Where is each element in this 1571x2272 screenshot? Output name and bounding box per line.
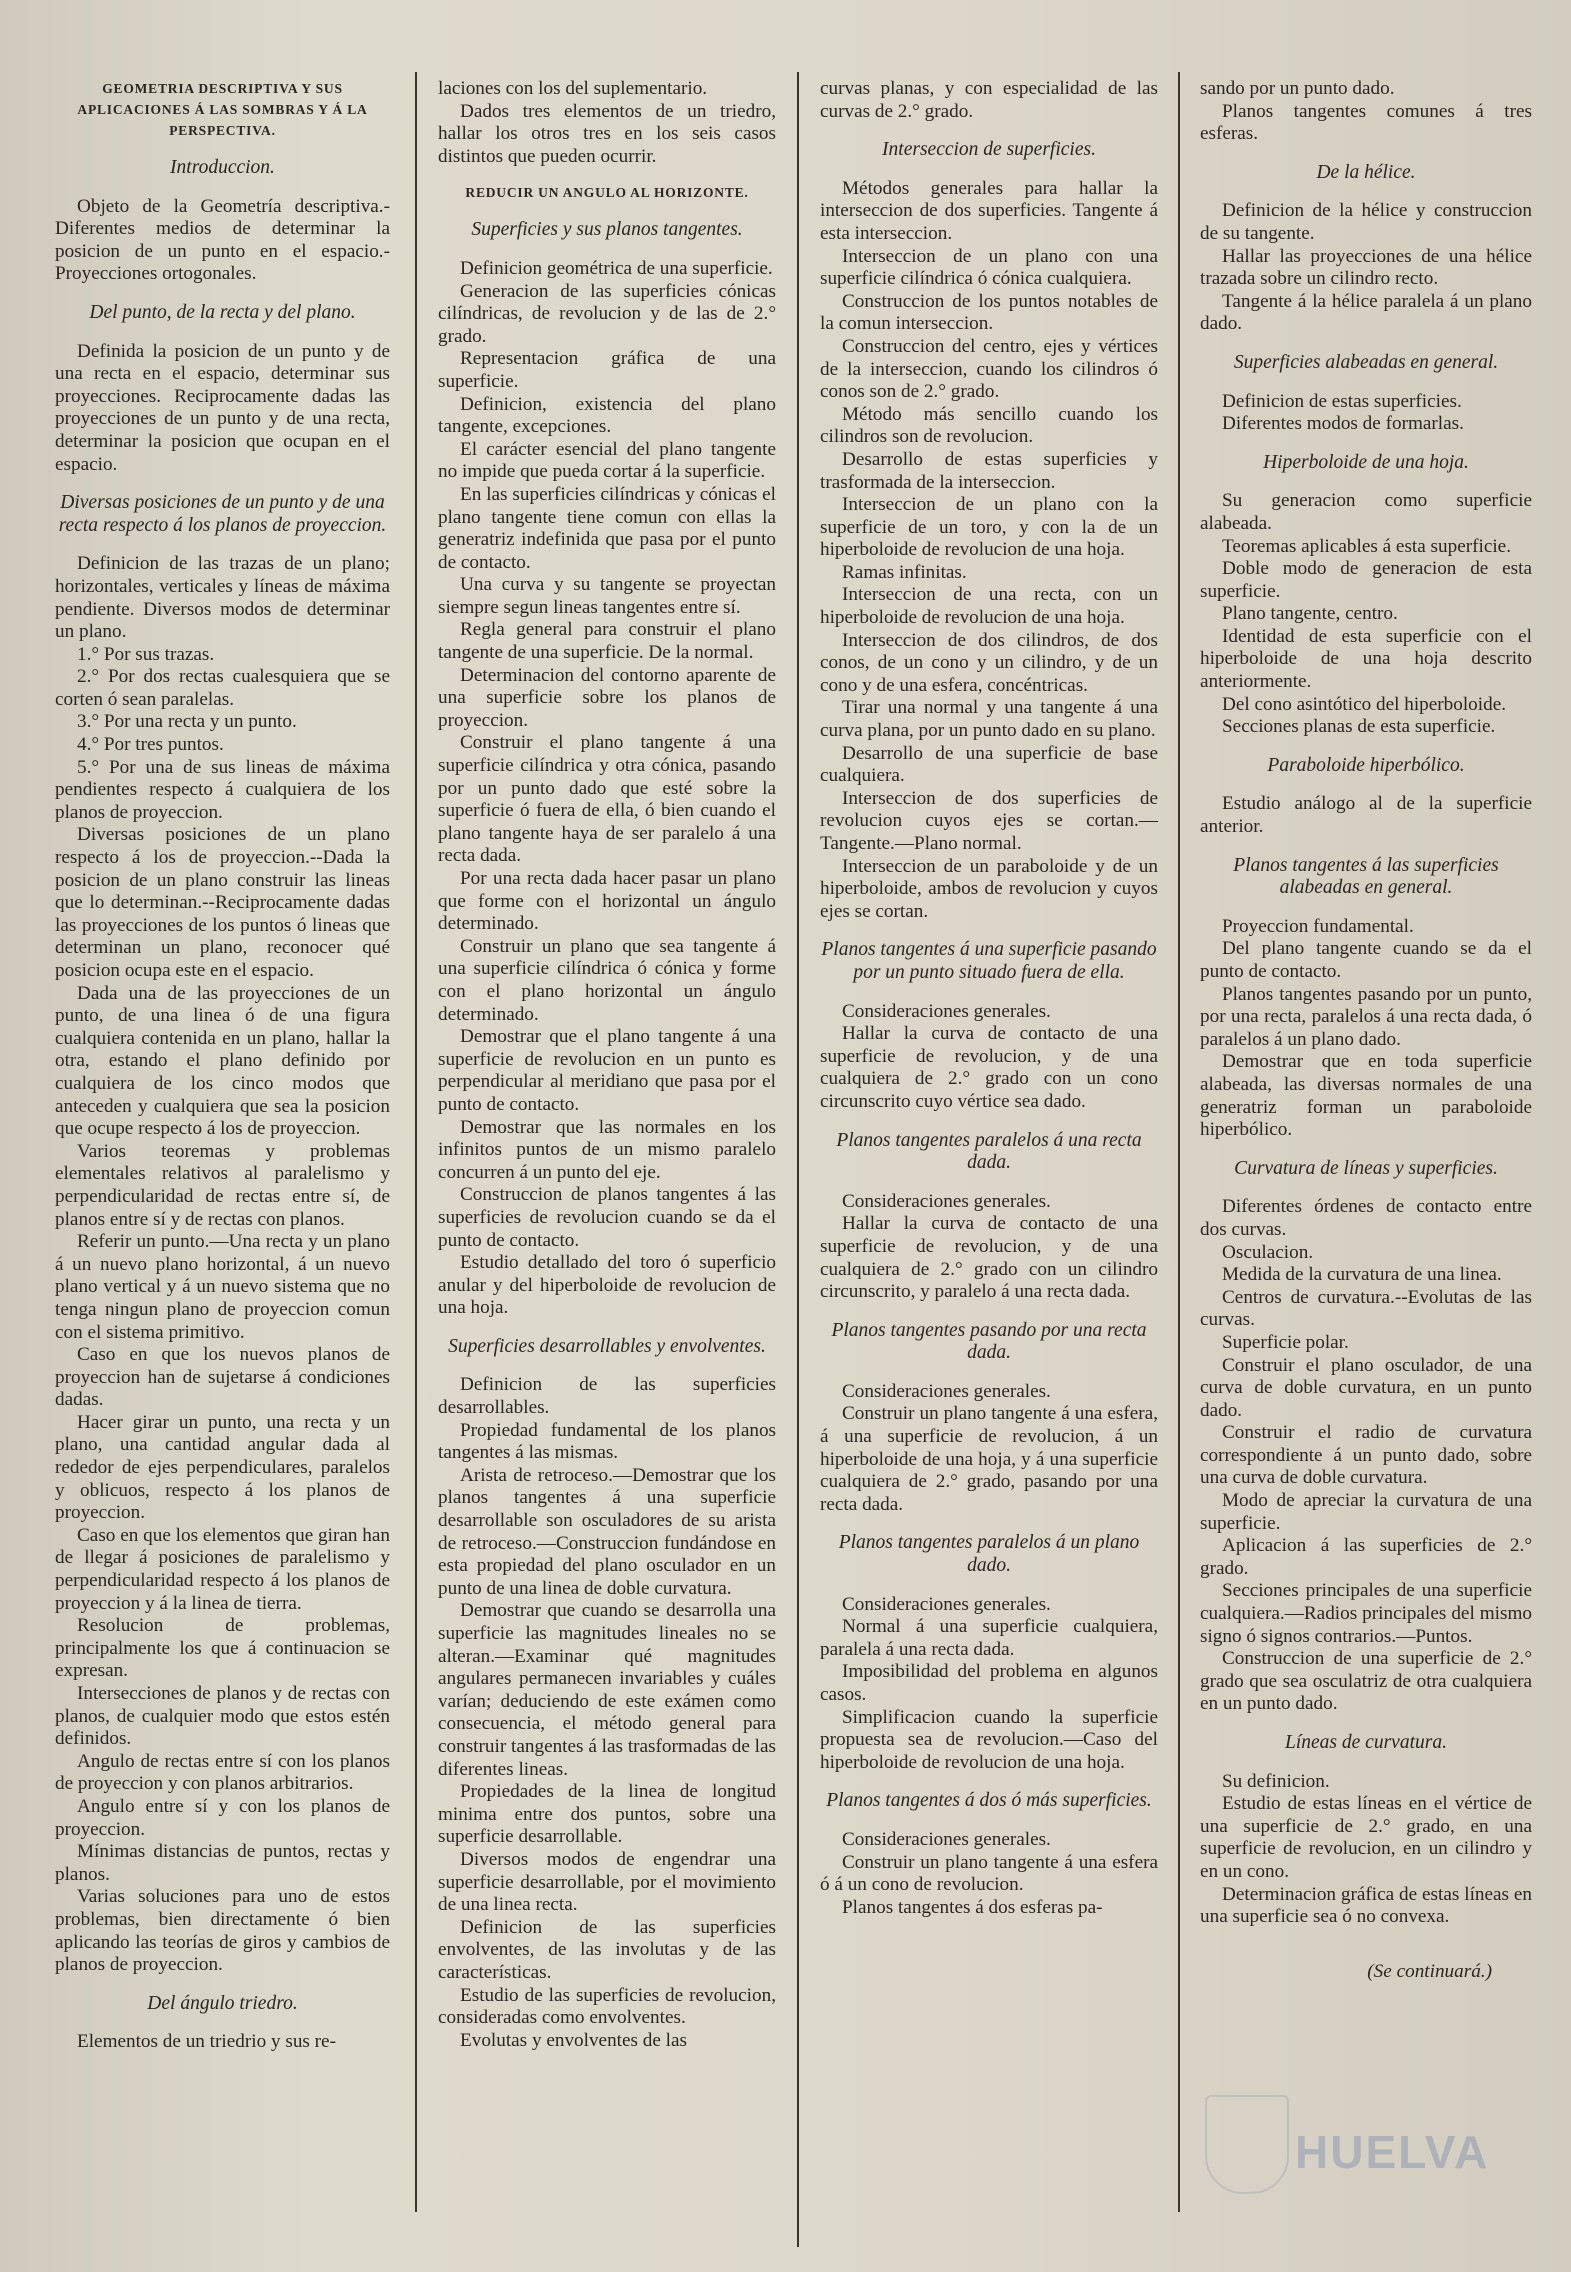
library-seal-icon: [1205, 2095, 1289, 2194]
paragraph: Referir un punto.—Una recta y un plano á un nuevo plano horizontal, á un nuevo plano vertical y á un nuevo sistema que no tenga ningun plano de proyeccion comun con el sistema primitivo.: [55, 1231, 390, 1343]
section-heading: Superficies alabeadas en general.: [1233, 351, 1499, 373]
paragraph: Evolutas y envolventes de las: [460, 2029, 687, 2051]
section-heading: Superficies y sus planos tangentes.: [471, 219, 743, 241]
paragraph: Por una recta dada hacer pasar un plano que forme con el horizontal un ángulo determinado.: [438, 868, 776, 935]
paragraph: Normal á una superficie cualquiera, paralela á una recta dada.: [820, 1616, 1158, 1660]
paragraph: Medida de la curvatura de una linea.: [1222, 1264, 1502, 1286]
paragraph: Interseccion de una recta, con un hiperboloide de revolucion de una hoja.: [820, 584, 1158, 629]
paragraph: Construir el plano osculador, de una curva de doble curvatura, en un punto dado.: [1200, 1354, 1532, 1421]
paragraph: Construir el radio de curvatura correspondiente á un punto dado, sobre una curva de doble curvatura.: [1200, 1422, 1532, 1489]
paragraph: Estudio de estas líneas en el vértice de una superficie de 2.° grado, en una superficie de revolucion, en un cilindro y en un cono.: [1200, 1793, 1532, 1882]
section-heading: Planos tangentes á dos ó más superficies.: [826, 1790, 1152, 1812]
paragraph: Propiedades de la linea de longitud minima entre dos puntos, sobre una superficie desarrollable.: [438, 1781, 776, 1848]
paragraph: Hacer girar un punto, una recta y un plano, una cantidad angular dada al rededor de ejes perpendiculares, paralelos y oblicuos, respecto á los planos de proyeccion.: [55, 1411, 390, 1524]
paragraph: curvas planas, y con especialidad de las curvas de 2.° grado.: [820, 78, 1158, 122]
section-heading: Del punto, de la recta y del plano.: [89, 301, 356, 323]
paragraph: Intersecciones de planos y de rectas con planos, de cualquier modo que estos estén definidos.: [55, 1683, 390, 1750]
paragraph: Plano tangente, centro.: [1222, 603, 1398, 625]
paragraph: Varias soluciones para uno de estos problemas, bien directamente ó bien aplicando las teorías de giros y cambios de planos de proyeccion.: [55, 1886, 390, 1976]
paragraph: 3.° Por una recta y un punto.: [77, 711, 297, 733]
paragraph: Hallar la curva de contacto de una superficie de revolucion, y de una cualquiera de 2.° grado con un cono circunscrito cuyo vértice sea dado.: [820, 1023, 1158, 1112]
section-heading: Planos tangentes á una superficie pasando por un punto situado fuera de ella.: [821, 939, 1157, 983]
paragraph: Demostrar que cuando se desarrolla una superficie las magnitudes lineales no se alteran.—Examinar qué magnitudes angulares permanecen invariables y cuáles varían; deduciendo de este exámen como consecuencia, el método general para construir tangentes á las trasformadas de las diferentes lineas.: [438, 1600, 776, 1780]
paragraph: Método más sencillo cuando los cilindros son de revolucion.: [820, 403, 1158, 448]
paragraph: Construccion del centro, ejes y vértices de la interseccion, cuando los cilindros ó conos son de 2.° grado.: [820, 335, 1158, 403]
paragraph: Estudio análogo al de la superficie anterior.: [1200, 793, 1532, 838]
paragraph: Construccion de planos tangentes á las superficies de revolucion cuando se da el punto de contacto.: [438, 1184, 776, 1251]
paragraph: Planos tangentes comunes á tres esferas.: [1200, 100, 1532, 145]
paragraph: Angulo entre sí y con los planos de proyeccion.: [55, 1795, 390, 1840]
paragraph: Del plano tangente cuando se da el punto de contacto.: [1200, 938, 1532, 982]
paragraph: Demostrar que en toda superficie alabeada, las diversas normales de una generatriz forman un paraboloide hiperbólico.: [1200, 1051, 1532, 1141]
paragraph: Diferentes modos de formarlas.: [1222, 413, 1464, 435]
paragraph: 2.° Por dos rectas cualesquiera que se corten ó sean paralelas.: [55, 666, 390, 710]
section-heading: Planos tangentes paralelos á un plano dado.: [838, 1532, 1140, 1577]
paragraph: Tangente á la hélice paralela á un plano dado.: [1200, 290, 1532, 335]
small-caps-heading: REDUCIR UN ANGULO AL HORIZONTE.: [465, 185, 749, 201]
paragraph: Interseccion de dos cilindros, de dos conos, de un cono y un cilindro, y de un cono y de una esfera, concéntricas.: [820, 629, 1158, 696]
paragraph: Desarrollo de estas superficies y trasformada de la interseccion.: [820, 448, 1158, 493]
paragraph: Resolucion de problemas, principalmente los que á continuacion se expresan.: [55, 1615, 390, 1682]
paragraph: 4.° Por tres puntos.: [77, 734, 224, 756]
paragraph: Angulo de rectas entre sí con los planos de proyeccion y con planos arbitrarios.: [55, 1750, 390, 1795]
paragraph: Definicion de estas superficies.: [1222, 390, 1462, 412]
paragraph: Consideraciones generales.: [842, 1380, 1051, 1402]
paragraph: Interseccion de dos superficies de revolucion cuyos ejes se cortan.—Tangente.—Plano normal.: [820, 787, 1158, 854]
column-4: [1200, 78, 1532, 2212]
paragraph: Simplificacion cuando la superficie propuesta sea de revolucion.—Caso del hiperboloide de revolucion de una hoja.: [820, 1706, 1158, 1773]
paragraph: Aplicacion á las superficies de 2.° grado.: [1200, 1535, 1532, 1579]
section-heading: Planos tangentes á las superficies alabeadas en general.: [1233, 854, 1499, 899]
section-heading: Paraboloide hiperbólico.: [1267, 754, 1465, 776]
section-heading: Hiperboloide de una hoja.: [1263, 451, 1469, 473]
section-heading: Interseccion de superficies.: [882, 139, 1096, 161]
section-heading: Curvatura de líneas y superficies.: [1234, 1157, 1498, 1179]
paragraph: Centros de curvatura.--Evolutas de las curvas.: [1200, 1286, 1532, 1331]
paragraph: 1.° Por sus trazas.: [77, 643, 215, 665]
paragraph: Construir un plano tangente á una esfera, á una superficie de revolucion, á un hiperboloide de una hoja, y á una superficie cualquiera de 2.° grado, pasando por una recta dada.: [820, 1403, 1158, 1515]
paragraph: El carácter esencial del plano tangente no impide que pueda cortar á la superficie.: [438, 438, 776, 483]
paragraph: Estudio de las superficies de revolucion, consideradas como envolventes.: [438, 1984, 776, 2029]
paragraph: Mínimas distancias de puntos, rectas y planos.: [55, 1841, 390, 1885]
paragraph: Construir el plano tangente á una superficie cilíndrica y otra cónica, pasando por un punto dado que esté sobre la superficie ó fuera de ella, ó bien cuando el plano tangente haya de ser paralelo á una recta dada.: [438, 732, 776, 867]
column-divider: [1178, 72, 1180, 2212]
paragraph: Varios teoremas y problemas elementales relativos al paralelismo y perpendicularidad de rectas entre sí, de planos entre sí y de rectas con planos.: [55, 1140, 390, 1230]
paragraph: Representacion gráfica de una superficie.: [438, 348, 776, 392]
paragraph: Interseccion de un plano con una superficie cilíndrica ó cónica cualquiera.: [820, 245, 1158, 290]
paragraph: Generacion de las superficies cónicas cilíndricas, de revolucion y de las de 2.° grado.: [438, 280, 776, 347]
paragraph: Proyeccion fundamental.: [1222, 915, 1414, 937]
section-heading: Del ángulo triedro.: [147, 1992, 298, 2014]
column-divider: [415, 72, 417, 2212]
paragraph: Diferentes órdenes de contacto entre dos curvas.: [1200, 1196, 1532, 1240]
section-heading: Introduccion.: [170, 157, 275, 178]
column-2: [438, 78, 776, 2212]
section-heading: Diversas posiciones de un punto y de una recta respecto á los planos de proyeccion.: [58, 492, 387, 536]
column-3: [820, 78, 1158, 2212]
paragraph: Objeto de la Geometría descriptiva.-Diferentes medios de determinar la posicion de un punto en el espacio.-Proyecciones ortogonales.: [55, 195, 390, 285]
paragraph: Demostrar que las normales en los infinitos puntos de un mismo paralelo concurren á un punto del eje.: [438, 1116, 776, 1183]
paragraph: Del cono asintótico del hiperboloide.: [1222, 693, 1507, 715]
paragraph: Regla general para construir el plano tangente de una superficie. De la normal.: [438, 619, 776, 664]
paragraph: Secciones principales de una superficie cualquiera.—Radios principales del mismo signo ó signos contrarios.—Puntos.: [1200, 1580, 1532, 1647]
column-1: [55, 78, 390, 2212]
paragraph: Imposibilidad del problema en algunos casos.: [820, 1661, 1158, 1705]
paragraph: Consideraciones generales.: [842, 1190, 1051, 1212]
paragraph: Definicion de las superficies desarrollables.: [438, 1374, 776, 1419]
paragraph: Construccion de una superficie de 2.° grado que sea osculatriz de otra cualquiera en un punto dado.: [1200, 1648, 1532, 1715]
paragraph: Determinacion gráfica de estas líneas en una superficie sea ó no convexa.: [1200, 1883, 1532, 1928]
paragraph: Su generacion como superficie alabeada.: [1200, 490, 1532, 534]
paragraph: Interseccion de un plano con la superficie de un toro, y con la de un hiperboloide de revolucion de una hoja.: [820, 494, 1158, 561]
paragraph: Construir un plano que sea tangente á una superficie cilíndrica ó cónica y forme con el plano horizontal un ángulo determinado.: [438, 935, 776, 1025]
paragraph: Dada una de las proyecciones de un punto, de una linea ó de una figura cualquiera contenida en un plano, hallar la otra, estando el plano definido por cualquiera de los cinco modos que anteceden y cualquiera que sea la posicion que ocupe respecto á los de proyeccion.: [55, 982, 390, 1140]
paragraph: Definicion geométrica de una superficie.: [460, 257, 773, 279]
paragraph: Diversos modos de engendrar una superficie desarrollable, por el movimiento de una linea recta.: [438, 1848, 776, 1916]
section-heading: De la hélice.: [1316, 161, 1416, 183]
paragraph: Definicion de la hélice y construccion de su tangente.: [1200, 200, 1532, 244]
section-heading: Líneas de curvatura.: [1285, 1732, 1447, 1753]
paragraph: Ramas infinitas.: [842, 561, 967, 583]
paragraph: Caso en que los elementos que giran han de llegar á posiciones de paralelismo y perpendicularidad respecto á los planos de proyeccion y á la linea de tierra.: [55, 1524, 390, 1614]
paragraph: Superficie polar.: [1222, 1331, 1349, 1353]
paragraph: Identidad de esta superficie con el hiperboloide de una hoja descrito anteriormente.: [1200, 625, 1532, 693]
paragraph: Tirar una normal y una tangente á una curva plana, por un punto dado en su plano.: [820, 697, 1158, 742]
column-divider: [797, 72, 799, 2247]
paragraph: Definicion de las superficies envolventes, de las involutas y de las características.: [438, 1916, 776, 1983]
paragraph: Diversas posiciones de un plano respecto á los de proyeccion.--Dada la posicion de un plano construir las lineas que lo determinan.--Reciprocamente dadas las proyecciones de los puntos ó lineas que determinan un plano, reconocer qué posicion ocupa este en el espacio.: [55, 824, 390, 981]
watermark-text: HUELVA: [1295, 2126, 1490, 2178]
paragraph: 5.° Por una de sus lineas de máxima pendientes respecto á cualquiera de los planos de proyeccion.: [55, 756, 390, 823]
paragraph: Consideraciones generales.: [842, 1000, 1051, 1022]
paragraph: Secciones planas de esta superficie.: [1222, 716, 1496, 738]
paragraph: sando por un punto dado.: [1200, 78, 1395, 99]
paragraph: Osculacion.: [1222, 1241, 1314, 1263]
paragraph: Doble modo de generacion de esta superficie.: [1200, 558, 1532, 602]
section-heading: Superficies desarrollables y envolventes.: [448, 1335, 766, 1357]
section-heading: Planos tangentes pasando por una recta dada.: [831, 1319, 1147, 1364]
paragraph: Estudio detallado del toro ó superficio anular y del hiperboloide de revolucion de una hoja.: [438, 1252, 776, 1319]
paragraph: Caso en que los nuevos planos de proyeccion han de sujetarse á condiciones dadas.: [55, 1344, 390, 1411]
paragraph: Demostrar que el plano tangente á una superficie de revolucion en un punto es perpendicular al meridiano que pasa por el punto de contacto.: [438, 1026, 776, 1115]
paragraph: Consideraciones generales.: [842, 1828, 1051, 1850]
paragraph: Modo de apreciar la curvatura de una superficie.: [1200, 1490, 1532, 1534]
paragraph: Propiedad fundamental de los planos tangentes á las mismas.: [438, 1419, 776, 1464]
paragraph: Definicion, existencia del plano tangente, excepciones.: [438, 393, 776, 438]
paragraph: Su definicion.: [1222, 1770, 1330, 1792]
paragraph: Hallar la curva de contacto de una superficie de revolucion, y de una cualquiera de 2.° grado con un cilindro circunscrito, y paralelo á una recta dada.: [820, 1213, 1158, 1303]
section-heading: Planos tangentes paralelos á una recta dada.: [836, 1129, 1142, 1174]
paragraph: Arista de retroceso.—Demostrar que los planos tangentes á una superficie desarrollable son osculadores de su arista de retroceso.—Construccion fundándose en esta propiedad del plano osculador en un punto de una linea de doble curvatura.: [438, 1464, 776, 1599]
continued-note: (Se continuará.): [1367, 1960, 1492, 1982]
paragraph: Elementos de un triedrio y sus re-: [77, 2031, 336, 2053]
paragraph: Determinacion del contorno aparente de una superficie sobre los planos de proyeccion.: [438, 664, 776, 731]
paragraph: Construccion de los puntos notables de la comun interseccion.: [820, 290, 1158, 335]
paragraph: Una curva y su tangente se proyectan siempre segun lineas tangentes entre sí.: [438, 574, 776, 618]
paragraph: Hallar las proyecciones de una hélice trazada sobre un cilindro recto.: [1200, 245, 1532, 290]
paragraph: laciones con los del suplementario.: [438, 78, 708, 99]
section-header: GEOMETRIA DESCRIPTIVA Y SUS APLICACIONES Á LAS SOMBRAS Y Á LA PERSPECTIVA.: [77, 81, 368, 138]
paragraph: Métodos generales para hallar la interseccion de dos superficies. Tangente á esta interseccion.: [820, 177, 1158, 244]
paragraph: Desarrollo de una superficie de base cualquiera.: [820, 742, 1158, 787]
paragraph: Consideraciones generales.: [842, 1593, 1051, 1615]
paragraph: En las superficies cilíndricas y cónicas el plano tangente tiene comun con ellas la generatriz indefinida que pasa por el punto de contacto.: [438, 483, 776, 573]
paragraph: Definida la posicion de un punto y de una recta en el espacio, determinar sus proyecciones. Reciprocamente dadas las proyecciones de un punto y de una recta, determinar la posicion que ocupan en el espacio.: [55, 340, 390, 475]
paragraph: Dados tres elementos de un triedro, hallar los otros tres en los seis casos distintos que pueden ocurrir.: [438, 100, 776, 167]
paragraph: Planos tangentes pasando por un punto, por una recta, paralelos á una recta dada, ó paralelos á un plano dado.: [1200, 983, 1532, 1050]
paragraph: Construir un plano tangente á una esfera ó á un cono de revolucion.: [820, 1851, 1158, 1896]
paragraph: Interseccion de un paraboloide y de un hiperboloide, ambos de revolucion y cuyos ejes se cortan.: [820, 855, 1158, 922]
paragraph: Planos tangentes á dos esferas pa-: [842, 1896, 1103, 1918]
paragraph: Teoremas aplicables á esta superficie.: [1222, 535, 1511, 557]
paragraph: Definicion de las trazas de un plano; horizontales, verticales y líneas de máxima pendiente. Diversos modos de determinar un plano.: [55, 553, 390, 643]
